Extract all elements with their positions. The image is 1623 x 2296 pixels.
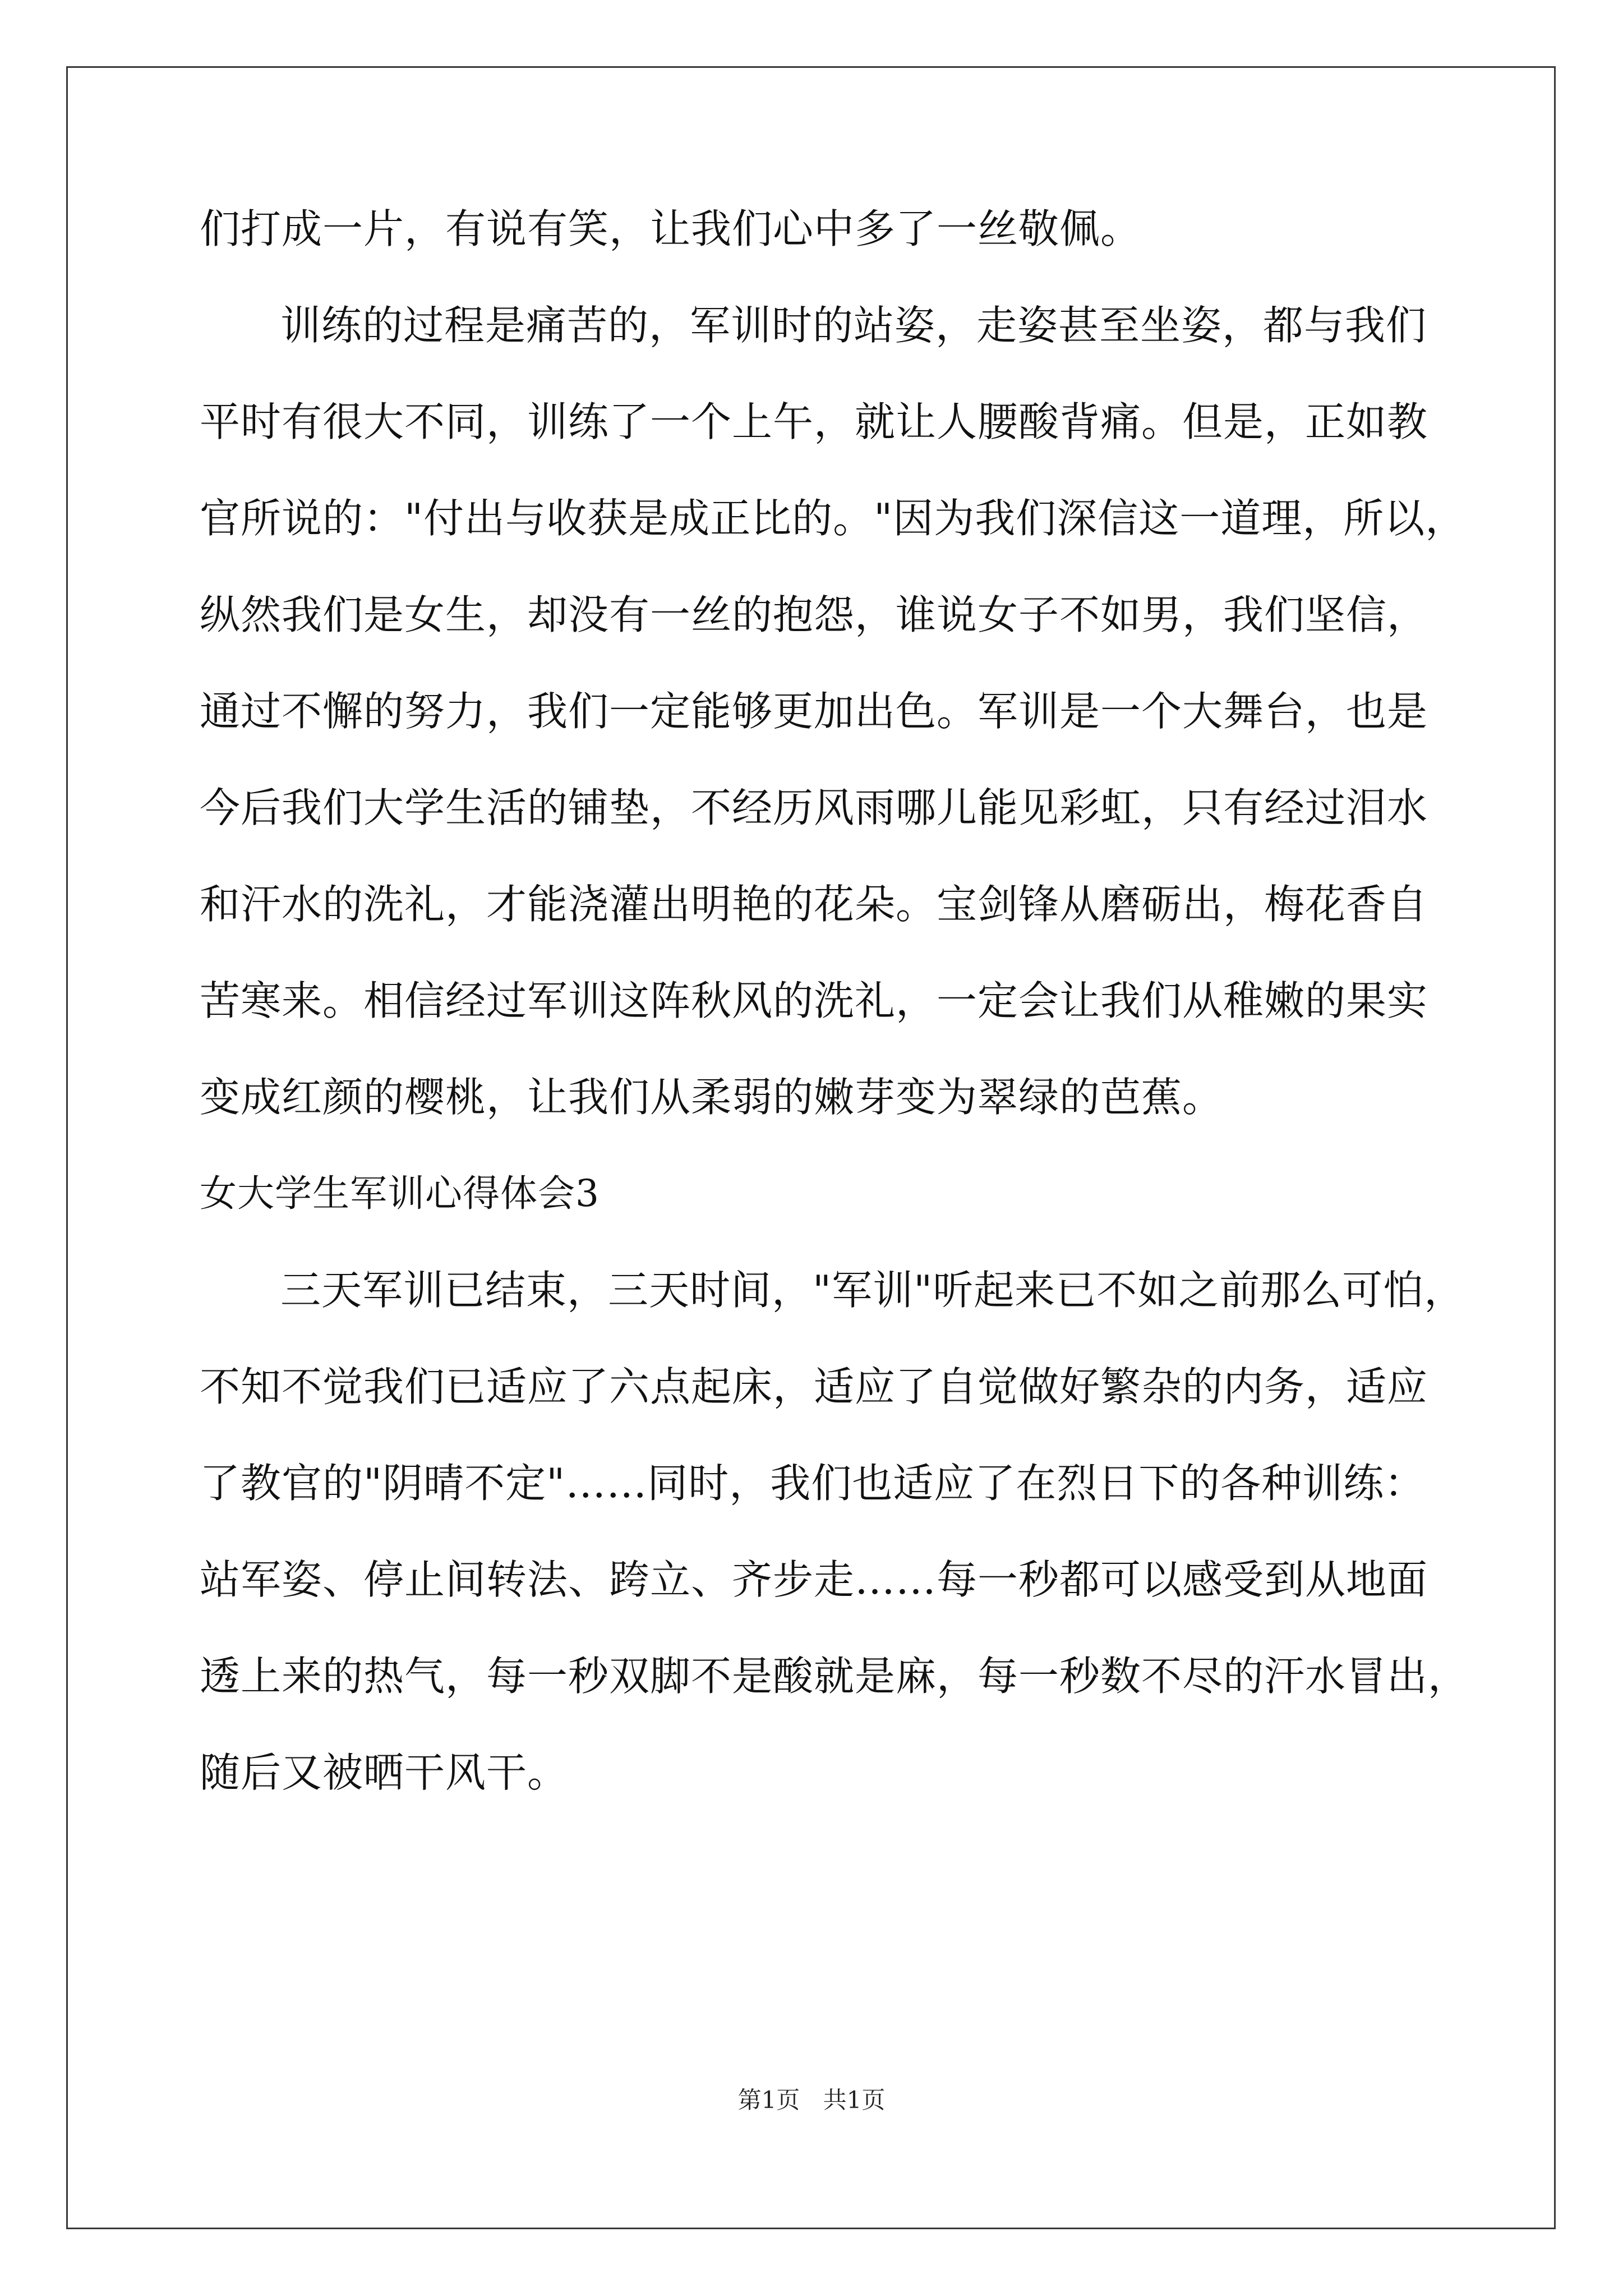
page-footer xyxy=(0,2085,1623,2116)
paragraph-line: 平时有很大不同，训练了一个上午，就让人腰酸背痛。但是，正如教 xyxy=(200,398,1428,445)
paragraph-line: 随后又被晒干风干。 xyxy=(200,1749,569,1796)
paragraph-line: 今后我们大学生活的铺垫，不经历风雨哪儿能见彩虹，只有经过泪水 xyxy=(200,784,1428,831)
paragraph-line: 和汗水的洗礼，才能浇灌出明艳的花朵。宝剑锋从磨砺出，梅花香自 xyxy=(200,881,1428,928)
paragraph-line: 官所说的："付出与收获是成正比的。"因为我们深信这一道理，所以， xyxy=(200,495,1467,542)
paragraph-line: 纵然我们是女生，却没有一丝的抱怨，谁说女子不如男，我们坚信， xyxy=(200,591,1428,638)
section-heading: 女大学生军训心得体会3 xyxy=(200,1172,600,1215)
paragraph-line: 通过不懈的努力，我们一定能够更加出色。军训是一个大舞台，也是 xyxy=(200,688,1428,735)
paragraph-line: 苦寒来。相信经过军训这阵秋风的洗礼，一定会让我们从稚嫩的果实 xyxy=(200,977,1428,1024)
page-number: 第1页 xyxy=(737,2086,800,2114)
paragraph-line: 训练的过程是痛苦的，军训时的站姿，走姿甚至坐姿，都与我们 xyxy=(280,302,1427,349)
paragraph-line: 透上来的热气，每一秒双脚不是酸就是麻，每一秒数不尽的汗水冒出， xyxy=(200,1653,1469,1700)
paragraph-line: 变成红颜的樱桃，让我们从柔弱的嫩芽变为翠绿的芭蕉。 xyxy=(200,1074,1224,1121)
paragraph-line: 了教官的"阴晴不定"……同时，我们也适应了在烈日下的各种训练： xyxy=(200,1460,1426,1507)
page-total: 共1页 xyxy=(823,2086,886,2114)
paragraph-line: 不知不觉我们已适应了六点起床，适应了自觉做好繁杂的内务，适应 xyxy=(200,1363,1428,1410)
paragraph-line: 站军姿、停止间转法、跨立、齐步走……每一秒都可以感受到从地面 xyxy=(200,1556,1428,1603)
paragraph-line: 们打成一片，有说有笑，让我们心中多了一丝敬佩。 xyxy=(200,205,1142,252)
page-border xyxy=(66,66,1556,2229)
paragraph-line: 三天军训已结束，三天时间，"军训"听起来已不如之前那么可怕， xyxy=(280,1267,1465,1314)
